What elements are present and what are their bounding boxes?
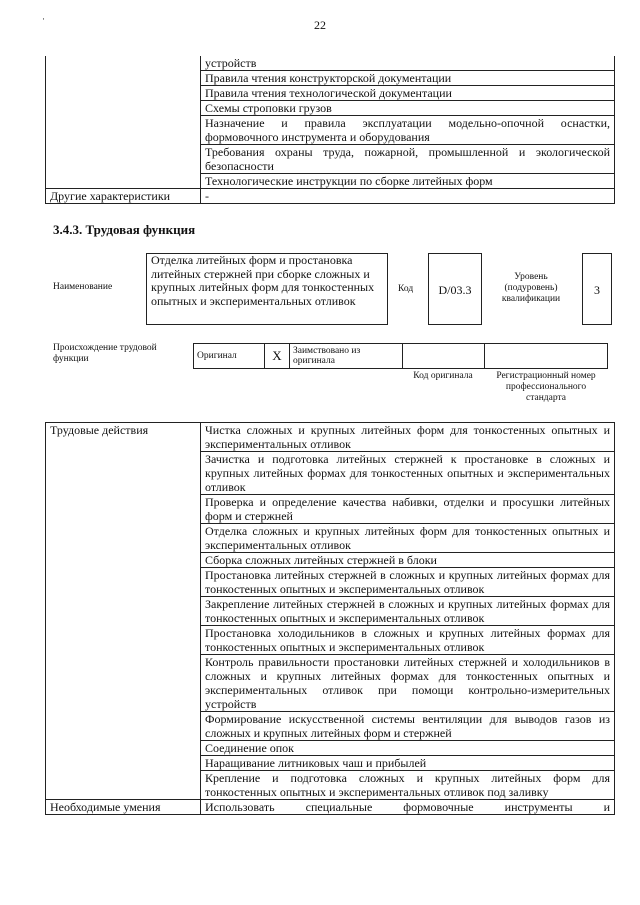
knowledge-item: Технологические инструкции по сборке литейных форм bbox=[201, 174, 615, 189]
labor-action-item: Закрепление литейных стержней в сложных и крупных литейных формах для тонкостенных опытных и экспериментальных отливок bbox=[201, 597, 615, 626]
labor-action-item: Крепление и подготовка сложных и крупных литейных форм для тонкостенных опытных и экспериментальных отливок под заливку bbox=[201, 771, 615, 800]
code-original-caption: Код оригинала bbox=[413, 371, 473, 381]
labor-actions-label: Трудовые действия bbox=[46, 423, 201, 800]
borrowed-label-cell: Заимствовано из оригинала bbox=[290, 344, 403, 369]
knowledge-item: Правила чтения технологической документации bbox=[201, 86, 615, 101]
knowledge-item: Назначение и правила эксплуатации модельно-опочной оснастки, формовочного инструмента и оборудования bbox=[201, 116, 615, 145]
labor-action-item: Чистка сложных и крупных литейных форм для тонкостенных опытных и экспериментальных отливок bbox=[201, 423, 615, 452]
origin-table bbox=[193, 343, 608, 369]
other-characteristics-value: - bbox=[201, 189, 615, 204]
labor-action-item: Сборка сложных литейных стержней в блоки bbox=[201, 553, 615, 568]
function-name-box: Отделка литейных форм и простановка литейных стержней при сборке сложных и крупных литейных форм для тонкостенных опытных и экспериментальных отливок bbox=[146, 253, 388, 325]
skills-label: Необходимые умения bbox=[46, 800, 201, 815]
knowledge-item: Правила чтения конструкторской документации bbox=[201, 71, 615, 86]
table-row bbox=[46, 189, 615, 204]
labor-action-item: Отделка сложных и крупных литейных форм для тонкостенных опытных и экспериментальных отливок bbox=[201, 524, 615, 553]
labor-action-item: Простановка литейных стержней в сложных и крупных литейных формах для тонкостенных опытных и экспериментальных отливок bbox=[201, 568, 615, 597]
labor-action-item: Формирование искусственной системы вентиляции для выводов газов из сложных и крупных литейных форм и стержней bbox=[201, 712, 615, 741]
table-row bbox=[46, 800, 615, 815]
reg-number-cell bbox=[485, 344, 608, 369]
knowledge-item: устройств bbox=[201, 56, 615, 71]
labor-action-item: Простановка холодильников в сложных и крупных литейных формах для тонкостенных опытных и экспериментальных отливок bbox=[201, 626, 615, 655]
code-original-cell bbox=[403, 344, 485, 369]
other-characteristics-label: Другие характеристики bbox=[46, 189, 201, 204]
level-label: Уровень (подуровень) квалификации bbox=[501, 272, 561, 304]
level-box: 3 bbox=[582, 253, 612, 325]
code-label: Код bbox=[398, 284, 414, 294]
labor-actions-table bbox=[45, 422, 615, 815]
labor-action-item: Соединение опок bbox=[201, 741, 615, 756]
original-label-cell: Оригинал bbox=[194, 344, 265, 369]
knowledge-table bbox=[45, 56, 615, 204]
function-code-box: D/03.3 bbox=[428, 253, 482, 325]
knowledge-item: Требования охраны труда, пожарной, промышленной и экологической безопасности bbox=[201, 145, 615, 174]
labor-action-item: Зачистка и подготовка литейных стержней к простановке в сложных и крупных литейных формах для тонкостенных опытных и экспериментальных отливок bbox=[201, 452, 615, 495]
labor-action-item: Наращивание литниковых чаш и прибылей bbox=[201, 756, 615, 771]
table-row bbox=[46, 56, 615, 71]
reg-number-caption: Регистрационный номер профессионального стандарта bbox=[496, 371, 596, 403]
labor-action-item: Контроль правильности простановки литейных стержней и холодильников в сложных и крупных литейных формах для тонкостенных опытных и экспериментальных отливок при помощи контрольно-измерительных устройств bbox=[201, 655, 615, 712]
name-label: Наименование bbox=[53, 282, 113, 292]
knowledge-label-cell bbox=[46, 56, 201, 189]
original-mark-cell: X bbox=[265, 344, 290, 369]
section-title: 3.4.3. Трудовая функция bbox=[53, 222, 196, 237]
labor-action-item: Проверка и определение качества набивки, отделки и просушки литейных форм и стержней bbox=[201, 495, 615, 524]
knowledge-item: Схемы строповки грузов bbox=[201, 101, 615, 116]
table-row bbox=[46, 423, 615, 452]
page-number: 22 bbox=[314, 18, 326, 32]
page-mark: · bbox=[42, 14, 45, 24]
origin-label: Происхождение трудовой функции bbox=[53, 343, 157, 364]
skill-item: Использовать специальные формовочные инструменты и bbox=[201, 800, 615, 815]
